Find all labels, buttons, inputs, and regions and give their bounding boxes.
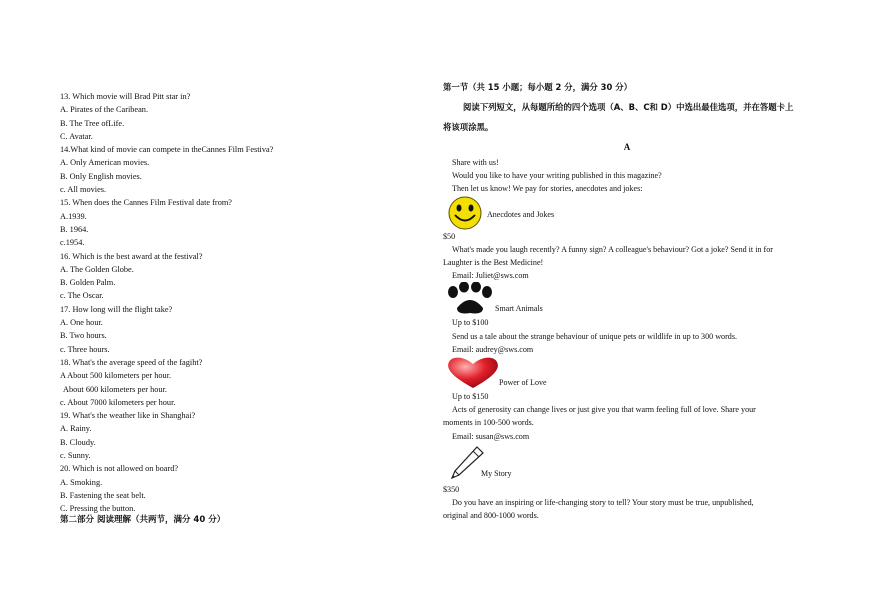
section-body: What's made you laugh recently? A funny sign? A colleague's behaviour? Got a joke? Send it in for [452,244,773,254]
question-text: 15. When does the Cannes Film Festival date from? [60,198,232,208]
answer-option: c. All movies. [60,185,107,195]
section-body: Acts of generosity can change lives or just give you that warm feeling full of love. Share your [452,405,756,415]
section-body: moments in 100-500 words. [443,418,534,428]
answer-option: A. The Golden Globe. [60,264,134,274]
section-body: Laughter is the Best Medicine! [443,258,544,268]
right-column [443,80,813,522]
section-title: Smart Animals [495,304,543,314]
section-email: Email: Juliet@sws.com [452,271,529,281]
answer-option: c.1954. [60,238,85,248]
intro-line: Would you like to have your writing published in this magazine? [452,171,662,181]
heart-icon [445,356,501,390]
section-header [443,196,813,230]
left-column [60,90,400,516]
section-price: $350 [443,484,460,494]
answer-option: C. Pressing the button. [60,504,136,514]
answer-option: A. Smoking. [60,477,103,487]
answer-option: A. Rainy. [60,424,92,434]
paw-icon [445,282,495,316]
answer-option: About 600 kilometers per hour. [63,384,167,394]
question-text: 13. Which movie will Brad Pitt star in? [60,92,191,101]
answer-option: A.1939. [60,211,87,221]
answer-option: A. One hour. [60,318,103,328]
intro-line: Share with us! [452,158,499,167]
answer-option: B. Only English movies. [60,171,142,181]
question-text: 16. Which is the best award at the festival? [60,251,203,261]
question-text: 18. What's the average speed of the fagiht? [60,357,203,367]
answer-option: B. 1964. [60,224,89,234]
answer-option: A About 500 kilometers per hour. [60,371,172,381]
passage-letter: A [623,142,631,152]
answer-option: A. Pirates of the Caribean. [60,105,149,115]
answer-option: B. The Tree ofLife. [60,118,125,128]
intro-line: Then let us know! We pay for stories, anecdotes and jokes: [452,184,643,194]
section-price: $50 [443,231,456,241]
answer-option: B. Cloudy. [60,437,96,447]
section-header [443,356,813,390]
section-price: Up to $100 [452,318,489,328]
question-text: 17. How long will the flight take? [60,304,173,314]
answer-option: c. Three hours. [60,344,110,354]
answer-option: c. About 7000 kilometers per hour. [60,397,176,407]
part2-title: 第二部分 阅读理解（共两节，满分 40 分） [60,515,226,525]
answer-option: c. The Oscar. [60,291,104,301]
instructions-line2: 将该项涂黑。 [443,122,494,132]
section-email: Email: susan@sws.com [452,431,530,441]
answer-option: B. Two hours. [60,331,107,341]
section-header [443,282,813,316]
smiley-icon [445,196,485,230]
section-price: Up to $150 [452,392,489,402]
section-email: Email: audrey@sws.com [452,344,534,354]
answer-option: c. Sunny. [60,451,91,461]
answer-option: C. Avatar. [60,131,93,141]
question-text: 19. What's the weather like in Shanghai? [60,411,196,421]
answer-option: B. Fastening the seat belt. [60,490,146,500]
instructions-line1: 阅读下列短文，从每题所给的四个选项（A、B、C和 D）中选出最佳选项，并在答题卡上 [463,102,794,112]
answer-option: A. Only American movies. [60,158,150,168]
section-body: original and 800-1000 words. [443,511,539,521]
section-title: Power of Love [499,378,547,388]
section1-title: 第一节（共 15 小题；每小题 2 分，满分 30 分） [443,82,633,92]
section-title: Anecdotes and Jokes [487,209,555,219]
answer-option: B. Golden Palm. [60,278,116,288]
section-title: My Story [481,468,512,478]
section-body: Send us a tale about the strange behaviour of unique pets or wildlife in up to 300 words. [452,331,738,341]
section-body: Do you have an inspiring or life-changing story to tell? Your story must be true, unpublished, [452,498,754,508]
section-header [443,443,813,483]
question-text: 20. Which is not allowed on board? [60,464,179,474]
question-text: 14.What kind of movie can compete in theCannes Film Festiva? [60,145,274,155]
